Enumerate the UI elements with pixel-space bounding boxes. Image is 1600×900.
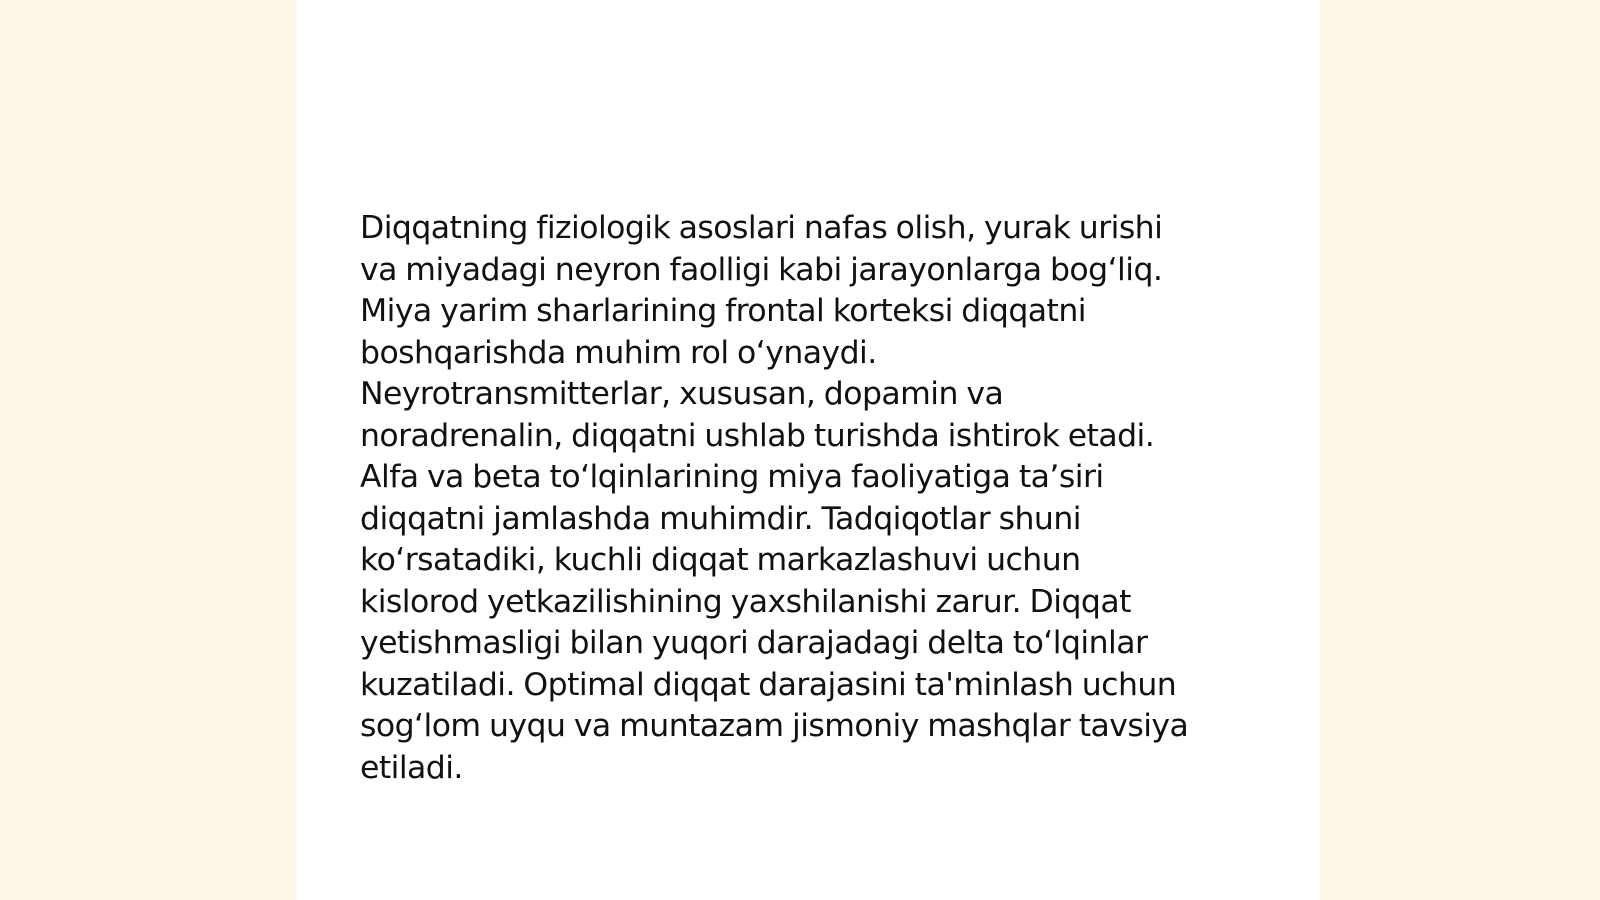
slide-canvas: [296, 0, 1320, 900]
slide-body-text: [360, 208, 1260, 789]
body-line: ko‘rsatadiki, kuchli diqqat markazlashuvi uchun: [360, 542, 1081, 578]
body-line: diqqatni jamlashda muhimdir. Tadqiqotlar shuni: [360, 500, 1081, 537]
body-line: sog‘lom uyqu va muntazam jismoniy mashqlar tavsiya: [360, 708, 1189, 744]
body-line: etiladi.: [360, 749, 463, 786]
body-line: boshqarishda muhim rol o‘ynaydi.: [360, 334, 877, 371]
body-line: Neyrotransmitterlar, xususan, dopamin va: [360, 376, 1004, 412]
body-line: Miya yarim sharlarining frontal korteksi diqqatni: [360, 293, 1086, 329]
body-line: noradrenalin, diqqatni ushlab turishda ishtirok etadi.: [360, 417, 1155, 454]
body-line: va miyadagi neyron faolligi kabi jarayonlarga bog‘liq.: [360, 251, 1163, 288]
body-line: Alfa va beta to‘lqinlarining miya faoliyatiga ta’siri: [360, 459, 1104, 495]
body-line: yetishmasligi bilan yuqori darajadagi delta to‘lqinlar: [360, 625, 1148, 661]
body-line: kislorod yetkazilishining yaxshilanishi zarur. Diqqat: [360, 583, 1131, 620]
body-line: Diqqatning fiziologik asoslari nafas olish, yurak urishi: [360, 210, 1163, 246]
body-line: kuzatiladi. Optimal diqqat darajasini ta'minlash uchun: [360, 666, 1177, 703]
